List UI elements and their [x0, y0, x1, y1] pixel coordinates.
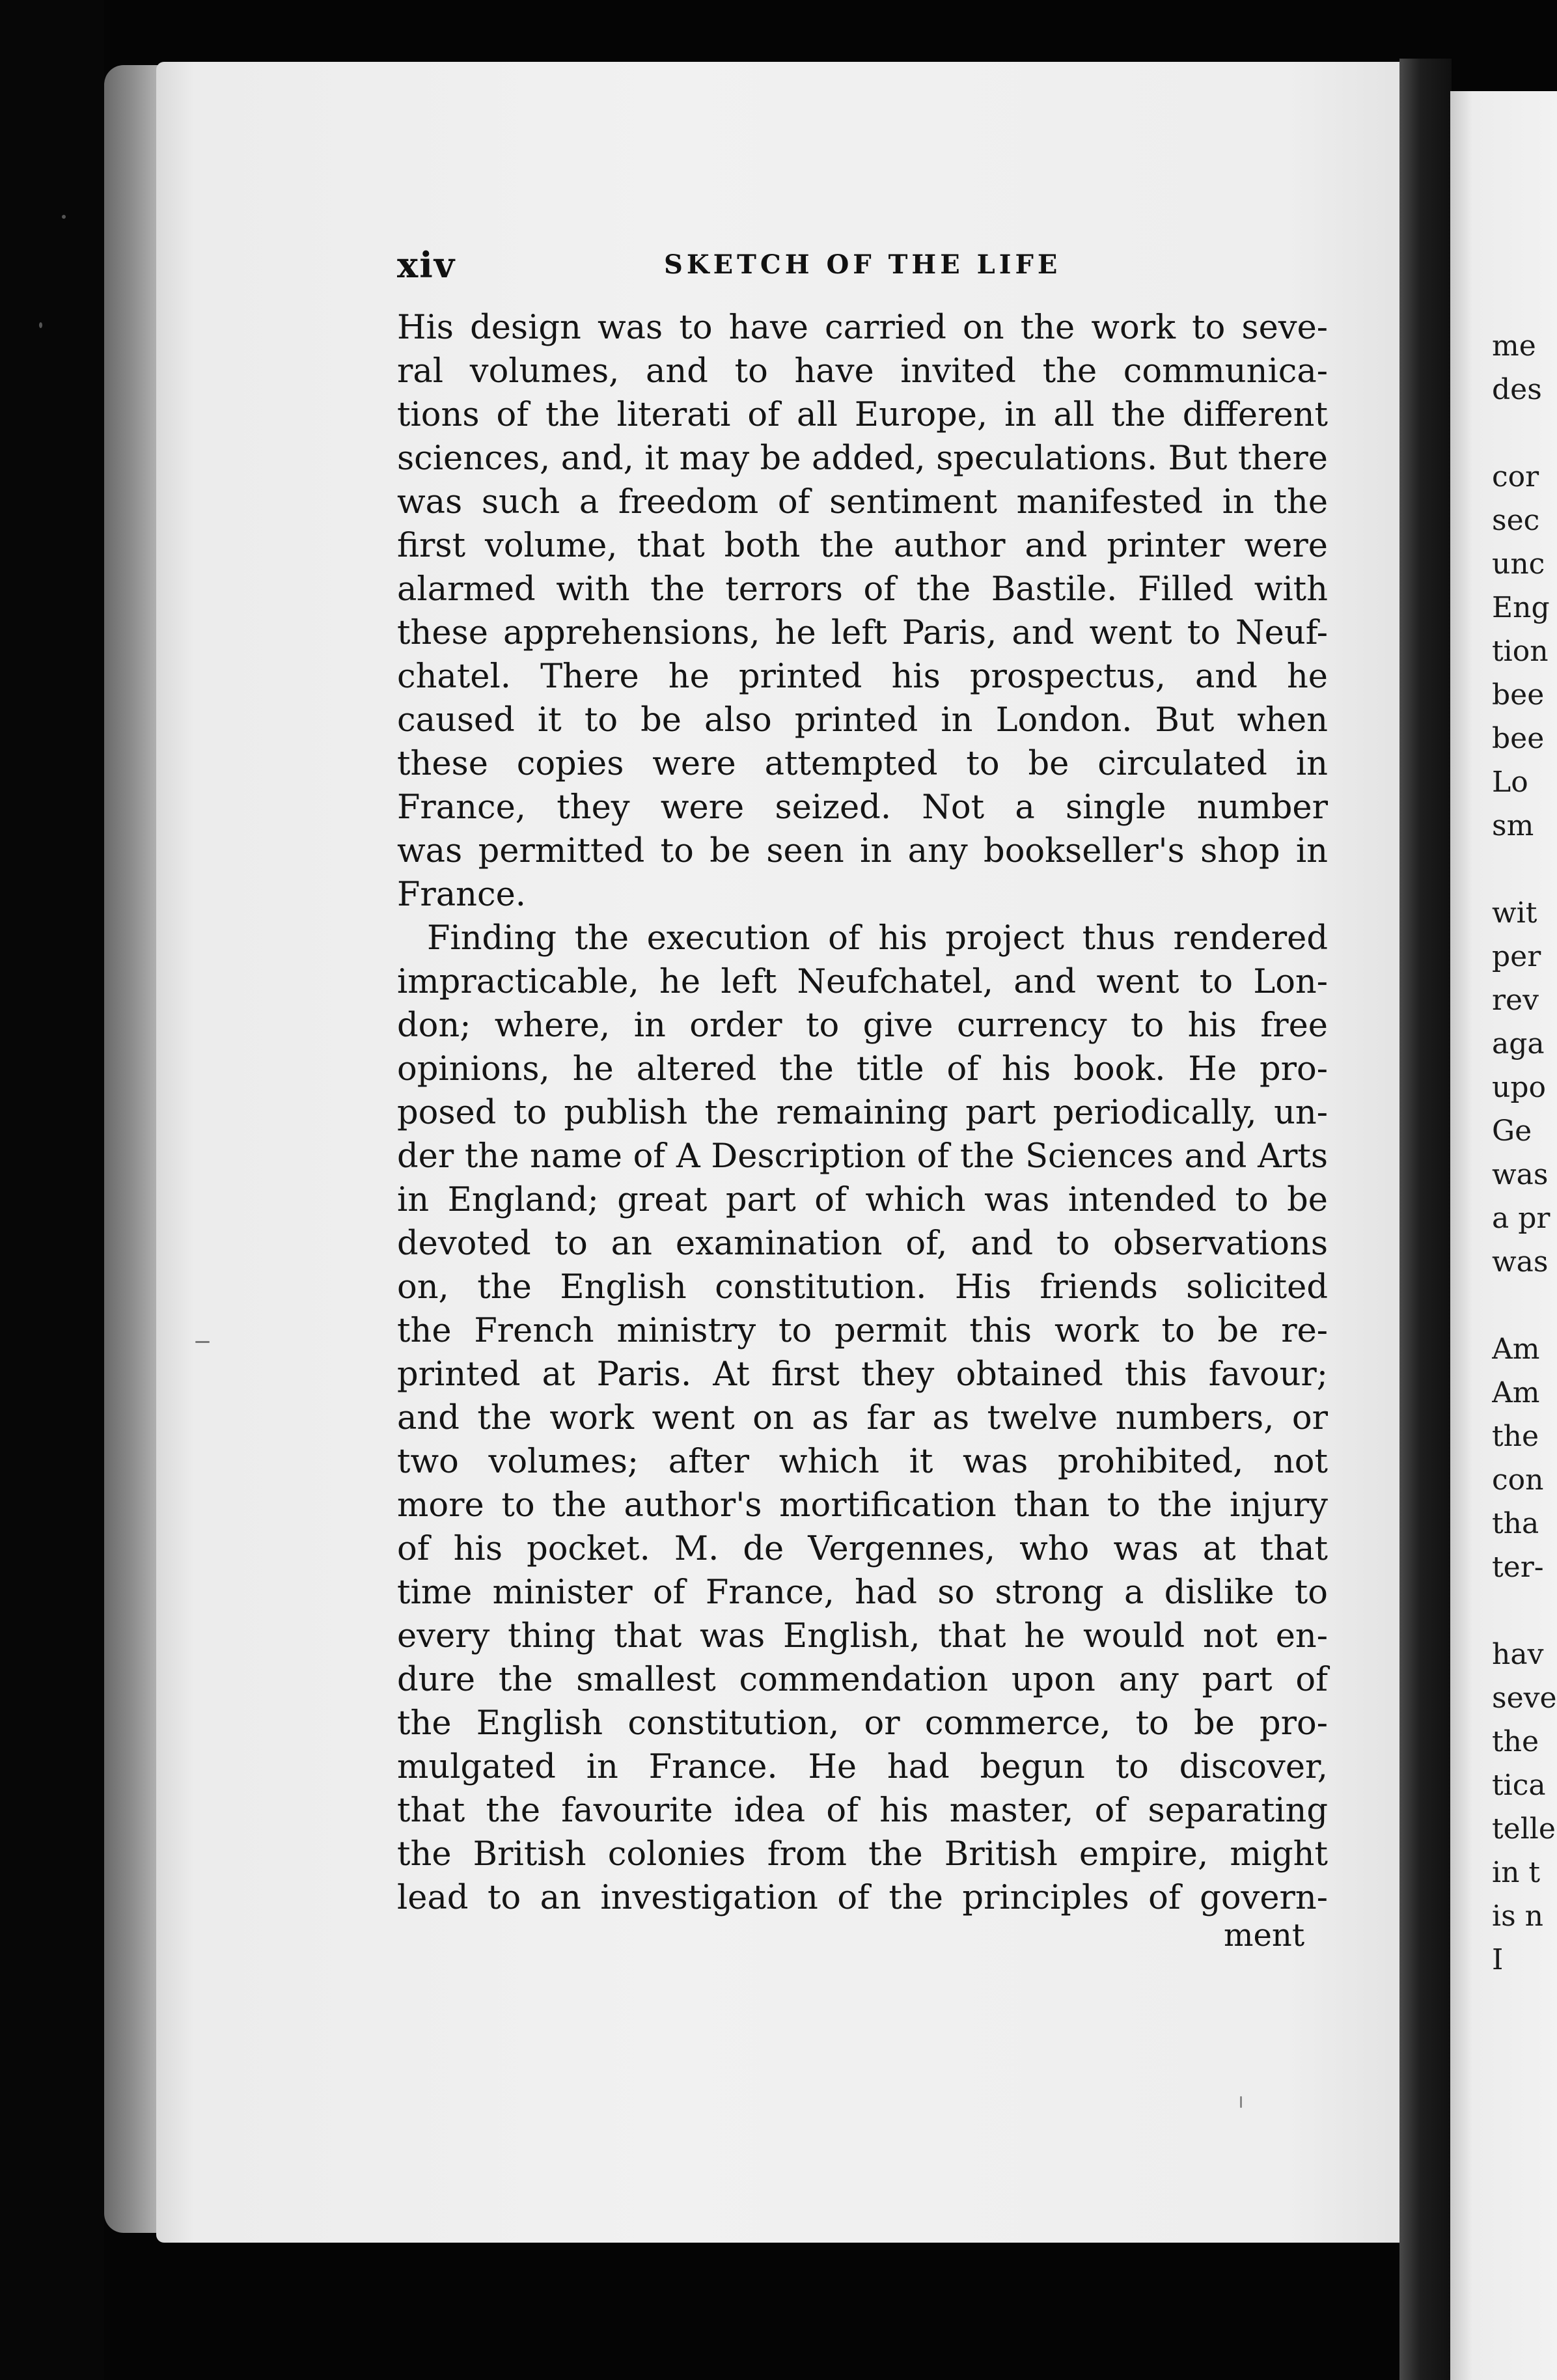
facing-page-line: I: [1492, 1943, 1504, 1976]
facing-page-line: bee: [1492, 722, 1545, 755]
facing-page-text: [1492, 324, 1557, 1982]
scan-speck: [62, 215, 66, 219]
text-line: dure the smallest commendation upon any part of: [397, 1661, 1328, 1699]
text-line: ral volumes, and to have invited the communica-: [397, 352, 1328, 391]
facing-page-line: Am: [1492, 1333, 1540, 1366]
text-line: more to the author's mortification than to the injury: [397, 1486, 1328, 1525]
scan-speck: [39, 322, 42, 328]
text-line: His design was to have carried on the work to seve-: [397, 309, 1328, 347]
facing-page-line: the: [1492, 1725, 1539, 1758]
facing-page-line: aga: [1492, 1027, 1545, 1060]
text-line: alarmed with the terrors of the Bastile. Filled with: [397, 570, 1328, 609]
text-line: caused it to be also printed in London. But when: [397, 701, 1328, 740]
text-line: on, the English constitution. His friends solicited: [397, 1268, 1328, 1307]
text-line: that the favourite idea of his master, of separating: [397, 1792, 1328, 1830]
facing-page-line: des: [1492, 373, 1542, 406]
facing-page-line: Eng: [1492, 591, 1550, 624]
text-line: was such a freedom of sentiment manifested in the: [397, 483, 1328, 521]
facing-page-line: the: [1492, 1420, 1539, 1453]
facing-page-line: Lo: [1492, 766, 1528, 799]
text-line: the French ministry to permit this work to be re-: [397, 1312, 1328, 1350]
text-line: printed at Paris. At first they obtained this favour;: [397, 1355, 1328, 1394]
text-line: first volume, that both the author and printer were: [397, 527, 1328, 565]
facing-page-line: seve: [1492, 1681, 1557, 1715]
facing-page-line: [1492, 1589, 1557, 1633]
facing-page-line: tica: [1492, 1769, 1546, 1802]
facing-page-line: telle: [1492, 1812, 1556, 1846]
facing-page-line: in t: [1492, 1856, 1541, 1889]
catchword: ment: [1224, 1917, 1305, 1954]
text-line: Finding the execution of his project thus rendered: [427, 919, 1328, 958]
facing-page-line: con: [1492, 1463, 1544, 1497]
facing-page-line: per: [1492, 940, 1541, 973]
text-line: posed to publish the remaining part periodically, un-: [397, 1094, 1328, 1132]
text-line: devoted to an examination of, and to observations: [397, 1225, 1328, 1263]
facing-page-line: [1492, 848, 1557, 891]
page-header: [397, 244, 1328, 290]
text-line: tions of the literati of all Europe, in all the different: [397, 396, 1328, 434]
facing-page-line: tion: [1492, 635, 1549, 668]
text-line: two volumes; after which it was prohibited, not: [397, 1443, 1328, 1481]
text-line: time minister of France, had so strong a dislike to: [397, 1573, 1328, 1612]
text-line: der the name of A Description of the Sciences and Arts: [397, 1137, 1328, 1176]
scan-background-left: [0, 0, 104, 2380]
text-line: impracticable, he left Neufchatel, and went to Lon-: [397, 963, 1328, 1001]
facing-page-line: a pr: [1492, 1202, 1550, 1235]
text-line: France, they were seized. Not a single number: [397, 788, 1328, 827]
facing-page-line: Am: [1492, 1376, 1540, 1409]
text-line: mulgated in France. He had begun to discover,: [397, 1748, 1328, 1786]
scan-speck: [1240, 2096, 1242, 2108]
facing-page-line: sm: [1492, 809, 1534, 842]
facing-page-line: Ge: [1492, 1114, 1532, 1148]
facing-page-line: tha: [1492, 1507, 1539, 1540]
text-line: sciences, and, it may be added, speculations. But there: [397, 439, 1328, 478]
facing-page-line: cor: [1492, 460, 1539, 493]
facing-page-line: [1492, 411, 1557, 455]
text-line: don; where, in order to give currency to his free: [397, 1006, 1328, 1045]
text-line: of his pocket. M. de Vergennes, who was at that: [397, 1530, 1328, 1568]
body-text: [397, 306, 1328, 1920]
facing-page-line: ter-: [1492, 1551, 1544, 1584]
facing-page-line: rev: [1492, 984, 1539, 1017]
text-line: France.: [397, 876, 526, 914]
facing-page-line: bee: [1492, 678, 1545, 712]
facing-page-line: is n: [1492, 1900, 1543, 1933]
facing-page-line: sec: [1492, 504, 1540, 537]
text-line: these copies were attempted to be circulated in: [397, 745, 1328, 783]
text-line: chatel. There he printed his prospectus, and he: [397, 657, 1328, 696]
book-spine: [1399, 59, 1452, 2380]
facing-page-line: me: [1492, 329, 1536, 363]
running-head: SKETCH OF THE LIFE: [664, 249, 1062, 280]
page-number: xiv: [397, 244, 456, 286]
facing-page-line: unc: [1492, 547, 1545, 581]
text-line: every thing that was English, that he would not en-: [397, 1617, 1328, 1655]
text-line: the English constitution, or commerce, to be pro-: [397, 1704, 1328, 1743]
text-line: and the work went on as far as twelve numbers, or: [397, 1399, 1328, 1437]
facing-page-line: was: [1492, 1245, 1549, 1279]
text-line: these apprehensions, he left Paris, and went to Neuf-: [397, 614, 1328, 652]
facing-page-line: wit: [1492, 896, 1537, 930]
facing-page-line: was: [1492, 1158, 1549, 1191]
text-line: was permitted to be seen in any bookseller's shop in: [397, 832, 1328, 870]
facing-page-line: upo: [1492, 1071, 1546, 1104]
text-line: the British colonies from the British empire, might: [397, 1835, 1328, 1874]
text-line: in England; great part of which was intended to be: [397, 1181, 1328, 1219]
text-line: lead to an investigation of the principles of govern-: [397, 1879, 1328, 1917]
scan-speck: [195, 1341, 210, 1343]
text-line: opinions, he altered the title of his book. He pro-: [397, 1050, 1328, 1088]
facing-page-line: [1492, 1284, 1557, 1327]
facing-page-line: hav: [1492, 1638, 1544, 1671]
